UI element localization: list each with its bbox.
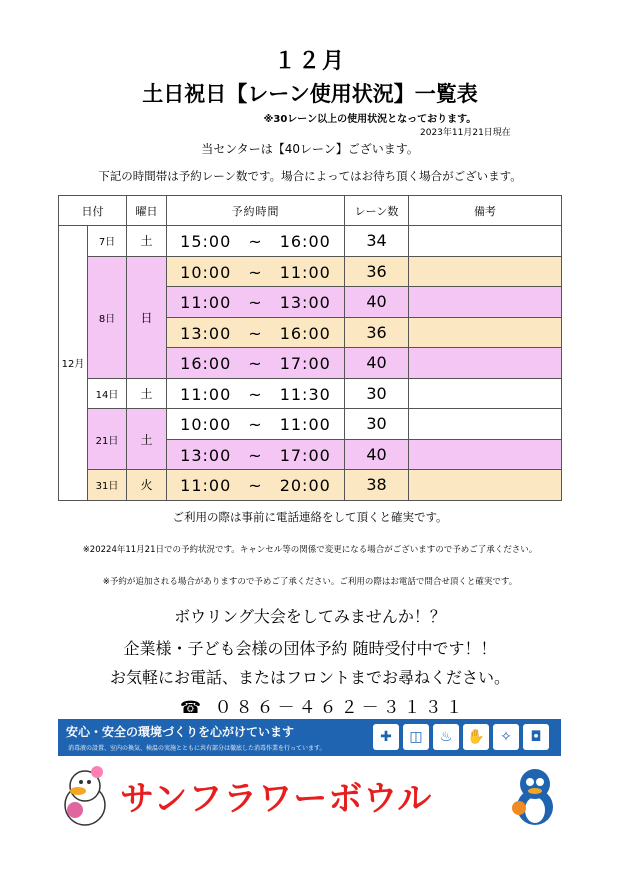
time-cell: 15:00 ~ 16:00 (167, 226, 345, 257)
time-cell: 13:00 ~ 17:00 (167, 439, 345, 470)
thermometer-icon: ♨ (433, 724, 459, 750)
day-cell: 7日 (88, 226, 127, 257)
spray-icon: ✧ (493, 724, 519, 750)
remarks-cell (409, 287, 562, 318)
weekday-cell: 土 (127, 409, 167, 470)
mask-icon: ◘ (523, 724, 549, 750)
header-weekday: 曜日 (127, 196, 167, 226)
disinfectant-icon: ✚ (373, 724, 399, 750)
header-lanes: レーン数 (345, 196, 409, 226)
lanes-cell: 36 (345, 317, 409, 348)
lanes-cell: 40 (345, 348, 409, 379)
phone-number-text: ０８６－４６２－３１３１ (214, 698, 467, 718)
as-of-date: 2023年11月21日現在 (420, 128, 511, 138)
day-cell: 21日 (88, 409, 127, 470)
page-title: 土日祝日【レーン使用状況】一覧表 (142, 82, 478, 106)
remarks-cell (409, 317, 562, 348)
header-date: 日付 (59, 196, 127, 226)
remarks-cell (409, 439, 562, 470)
lanes-total: 当センターは【40レーン】ございます。 (201, 142, 419, 156)
time-cell: 16:00 ~ 17:00 (167, 348, 345, 379)
day-cell: 31日 (88, 470, 127, 501)
logo-text: サンフラワーボウル (120, 779, 433, 819)
lanes-cell: 36 (345, 256, 409, 287)
schedule-table (58, 195, 562, 501)
remarks-cell (409, 348, 562, 379)
day-cell: 8日 (88, 256, 127, 378)
ventilation-icon: ◫ (403, 724, 429, 750)
lanes-cell: 30 (345, 409, 409, 440)
remarks-cell (409, 256, 562, 287)
lane-threshold-note: ※30レーン以上の使用状況となっております。 (263, 114, 477, 125)
lanes-cell: 30 (345, 378, 409, 409)
time-cell: 10:00 ~ 11:00 (167, 256, 345, 287)
time-cell: 13:00 ~ 16:00 (167, 317, 345, 348)
promo-line-3: お気軽にお電話、またはフロントまでお尋ねください。 (109, 668, 510, 687)
lanes-cell: 40 (345, 439, 409, 470)
remarks-cell (409, 378, 562, 409)
lanes-cell: 40 (345, 287, 409, 318)
month-title: １２月 (273, 49, 346, 74)
additional-note: ※予約が追加される場合がありますので予めご了承ください。ご利用の際はお電話で問合せ頂くと確実です。 (102, 577, 518, 587)
mascot-right-icon (505, 760, 565, 830)
header-remarks: 備考 (409, 196, 562, 226)
call-ahead-note: ご利用の際は事前に電話連絡をして頂くと確実です。 (172, 510, 448, 524)
promo-line-2: 企業様・子ども会様の団体予約 随時受付中です！！ (123, 639, 497, 658)
table-row (59, 378, 562, 409)
month-cell: 12月 (59, 226, 88, 501)
handwash-icon: ✋ (463, 724, 489, 750)
time-cell: 11:00 ~ 11:30 (167, 378, 345, 409)
weekday-cell: 土 (127, 378, 167, 409)
weekday-cell: 火 (127, 470, 167, 501)
lanes-cell: 38 (345, 470, 409, 501)
safety-banner (58, 719, 561, 756)
day-cell: 14日 (88, 378, 127, 409)
time-cell: 11:00 ~ 13:00 (167, 287, 345, 318)
lanes-cell: 34 (345, 226, 409, 257)
table-header-row (59, 196, 562, 226)
weekday-cell: 土 (127, 226, 167, 257)
remarks-cell (409, 470, 562, 501)
table-row (59, 409, 562, 440)
banner-title: 安心・安全の環境づくりを心がけています (66, 725, 295, 739)
table-row (59, 470, 562, 501)
phone-icon: ☎ (180, 698, 206, 718)
remarks-cell (409, 226, 562, 257)
time-cell: 11:00 ~ 20:00 (167, 470, 345, 501)
phone-number[interactable] (180, 693, 480, 718)
weekday-cell: 日 (127, 256, 167, 378)
table-row (59, 226, 562, 257)
time-cell: 10:00 ~ 11:00 (167, 409, 345, 440)
promo-line-1: ボウリング大会をしてみませんか！？ (174, 607, 446, 626)
status-note: ※20224年11月21日での予約状況です。キャンセル等の関係で変更になる場合がございますので予めご了承ください。 (82, 545, 538, 555)
banner-subtitle: 消毒液の設置、室内の換気、検温の実施とともに共有部分は徹底した消毒作業を行っています。 (68, 745, 326, 752)
table-row (59, 256, 562, 287)
description: 下記の時間帯は予約レーン数です。場合によってはお待ち頂く場合がございます。 (98, 169, 522, 183)
remarks-cell (409, 409, 562, 440)
header-time: 予約時間 (167, 196, 345, 226)
mascot-left-icon (55, 760, 115, 830)
